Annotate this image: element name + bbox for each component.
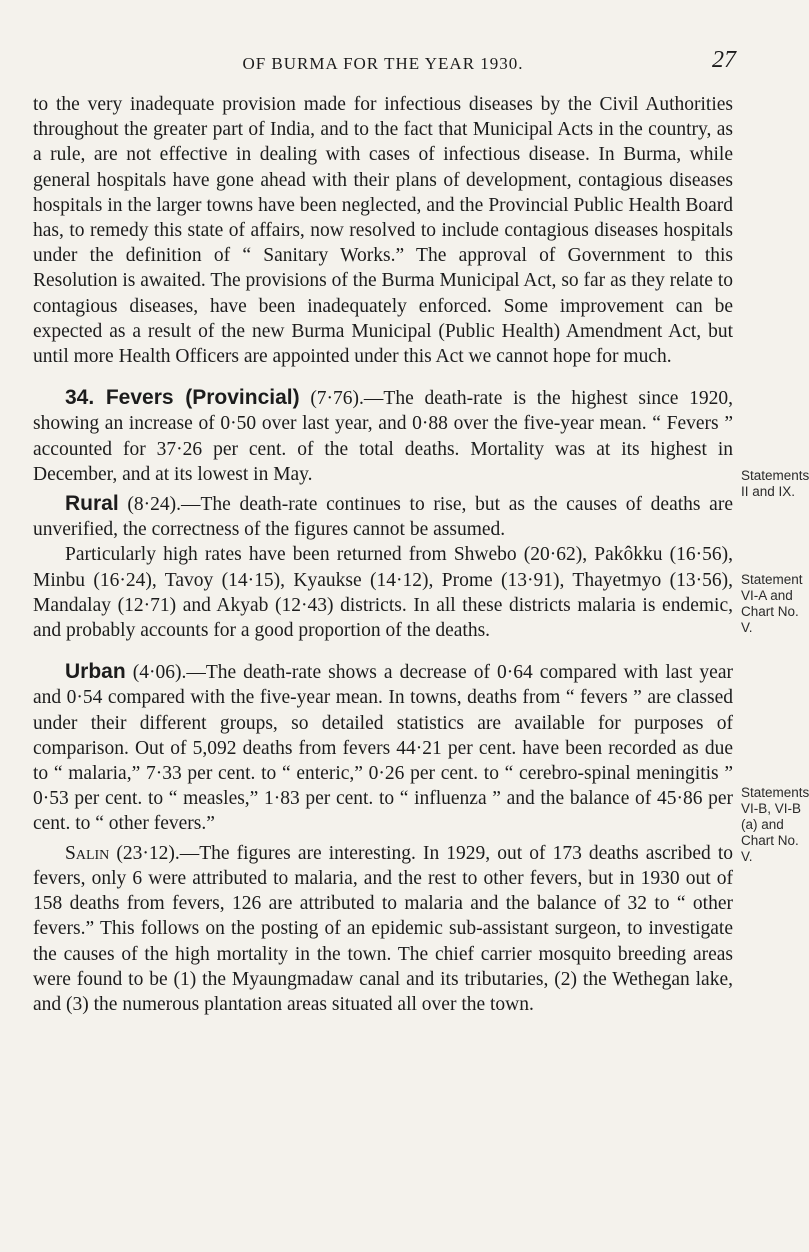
page-number: 27	[712, 47, 736, 73]
paragraph-rural	[33, 491, 733, 542]
margin-note-statement-vi-a: Statement VI-A and Chart No. V.	[741, 572, 803, 635]
margin-note-statements-ii-ix: Statements II and IX.	[741, 468, 809, 499]
body-text	[33, 92, 733, 1017]
fevers-provincial-text: (7·76).—The death-rate is the highest since 1920, showing an increase of 0·50 over last year, and 0·88 over the five-year mean. “ Fevers ” accounted for 37·26 per cent. of the total deaths. Mortality was at its highest in December, and at its lowest in May.	[33, 388, 733, 485]
running-head: OF BURMA FOR THE YEAR 1930.	[242, 54, 524, 73]
paragraph-fevers-provincial	[33, 385, 733, 487]
salin-text: (23·12).—The figures are interesting. In 1929, out of 173 deaths ascribed to fevers, only 6 were attributed to malaria, and the rest to other fevers, but in 1930 out of 158 deaths from fevers, 126 are attributed to malaria and the balance of 32 to “ other fevers.” This follows on the posting of an epidemic sub-assistant surgeon, to investigate the causes of the high mortality in the town. The chief carrier mosquito breeding areas were found to be (1) the Myaungmadaw canal and its tributaries, (2) the Wethegan lake, and (3) the numerous plantation areas situated all over the town.	[33, 842, 733, 1015]
paragraph-salin	[33, 841, 733, 1017]
rural-text: (8·24).—The death-rate continues to rise, but as the causes of deaths are unverified, the correctness of the figures cannot be assumed.	[33, 494, 733, 541]
paragraph-high-rate-districts: Particularly high rates have been returned from Shwebo (20·62), Pakôkku (16·56), Minbu (16·24), Tavoy (14·15), Kyaukse (14·12), Prome (13·91), Thayetmyo (13·56), Mandalay (12·71) and Akyab (12·43) districts. In all these districts malaria is endemic, and probably accounts for a good proportion of the deaths.	[33, 544, 733, 642]
section-heading-urban: Urban	[65, 660, 126, 684]
paragraph-urban	[33, 659, 733, 836]
section-heading-rural: Rural	[65, 492, 119, 516]
section-heading-fevers-provincial: 34. Fevers (Provincial)	[65, 386, 300, 410]
urban-text: (4·06).—The death-rate shows a decrease of 0·64 compared with last year and 0·54 compared with the five-year mean. In towns, deaths from “ fevers ” are classed under their different groups, so detailed statistics are available for purposes of comparison. Out of 5,092 deaths from fevers 44·21 per cent. have been recorded as due to “ malaria,” 7·33 per cent. to “ enteric,” 0·26 per cent. to “ cerebro-spinal meningitis ” 0·53 per cent. to “ measles,” 1·83 per cent. to “ influenza ” and the balance of 45·86 per cent. to “ other fevers.”	[33, 662, 733, 835]
page-header	[30, 40, 736, 80]
margin-note-statements-vi-b: Statements VI-B, VI-B (a) and Chart No. V.	[741, 785, 809, 864]
paragraph-contagious-hospitals: to the very inadequate provision made for infectious diseases by the Civil Authorities throughout the greater part of India, and to the fact that Municipal Acts in the country, as a rule, are not effective in dealing with cases of infectious disease. In Burma, while general hospitals have gone ahead with their plans of development, contagious diseases hospitals in the larger towns have been neglected, and the Provincial Public Health Board has, to remedy this state of affairs, now resolved to include contagious diseases hospitals under the definition of “ Sanitary Works.” The approval of Government to this Resolution is awaited. The provisions of the Burma Municipal Act, so far as they relate to contagious diseases, have been inadequately enforced. Some improvement can be expected as a result of the new Burma Municipal (Public Health) Amendment Act, but until more Health Officers are appointed under this Act we cannot hope for much.	[33, 94, 733, 368]
section-heading-salin: Salin	[65, 842, 110, 864]
